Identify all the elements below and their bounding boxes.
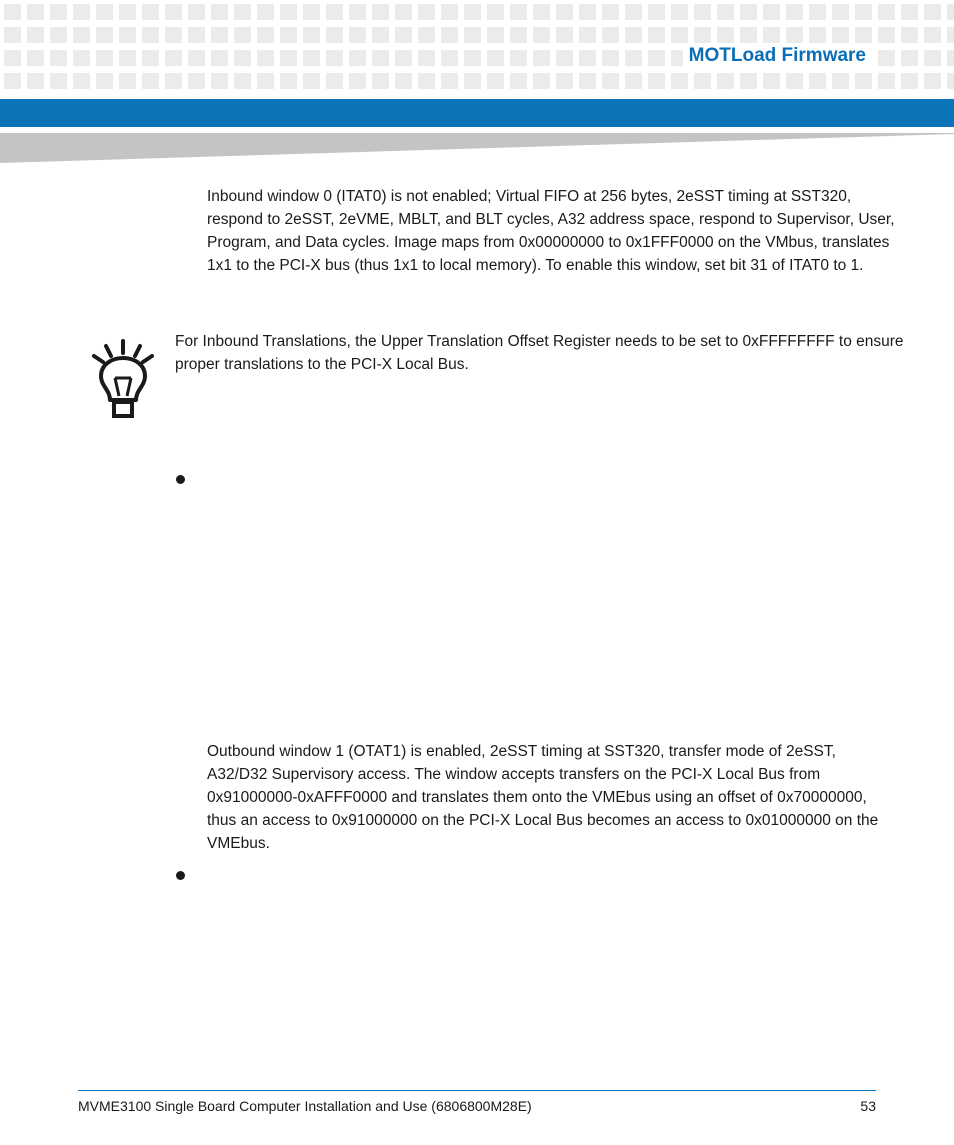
header-grey-wedge	[0, 133, 954, 163]
bullet-marker	[176, 475, 185, 484]
footer-document-title: MVME3100 Single Board Computer Installation and Use (6806800M28E)	[78, 1098, 532, 1114]
paragraph-inbound-window: Inbound window 0 (ITAT0) is not enabled; Virtual FIFO at 256 bytes, 2eSST timing at SST320, respond to 2eSST, 2eVME, MBLT, and BLT cycles, A32 address space, respond to Supervisor, User, Program, and Data cycles. Image maps from 0x00000000 to 0x1FFF0000 on the VMbus, translates 1x1 to the PCI-X bus (thus 1x1 to local memory). To enable this window, set bit 31 of ITAT0 to 1.	[207, 188, 895, 274]
section-title: MOTLoad Firmware	[683, 43, 872, 69]
page-number: 53	[860, 1098, 876, 1114]
bullet-marker	[176, 871, 185, 880]
footer-divider	[78, 1090, 876, 1091]
lightbulb-icon	[88, 338, 158, 422]
note-text: For Inbound Translations, the Upper Translation Offset Register needs to be set to 0xFFFFFFFF to ensure proper translations to the PCI-X Local Bus.	[175, 333, 904, 373]
header-blue-bar	[0, 99, 954, 127]
paragraph-outbound-window: Outbound window 1 (OTAT1) is enabled, 2eSST timing at SST320, transfer mode of 2eSST, A32/D32 Supervisory access. The window accepts transfers on the PCI-X Local Bus from 0x91000000-0xAFFF0000 and translates them onto the VMEbus using an offset of 0x70000000, thus an access to 0x91000000 on the PCI-X Local Bus becomes an access to 0x01000000 on the VMEbus.	[207, 743, 879, 852]
